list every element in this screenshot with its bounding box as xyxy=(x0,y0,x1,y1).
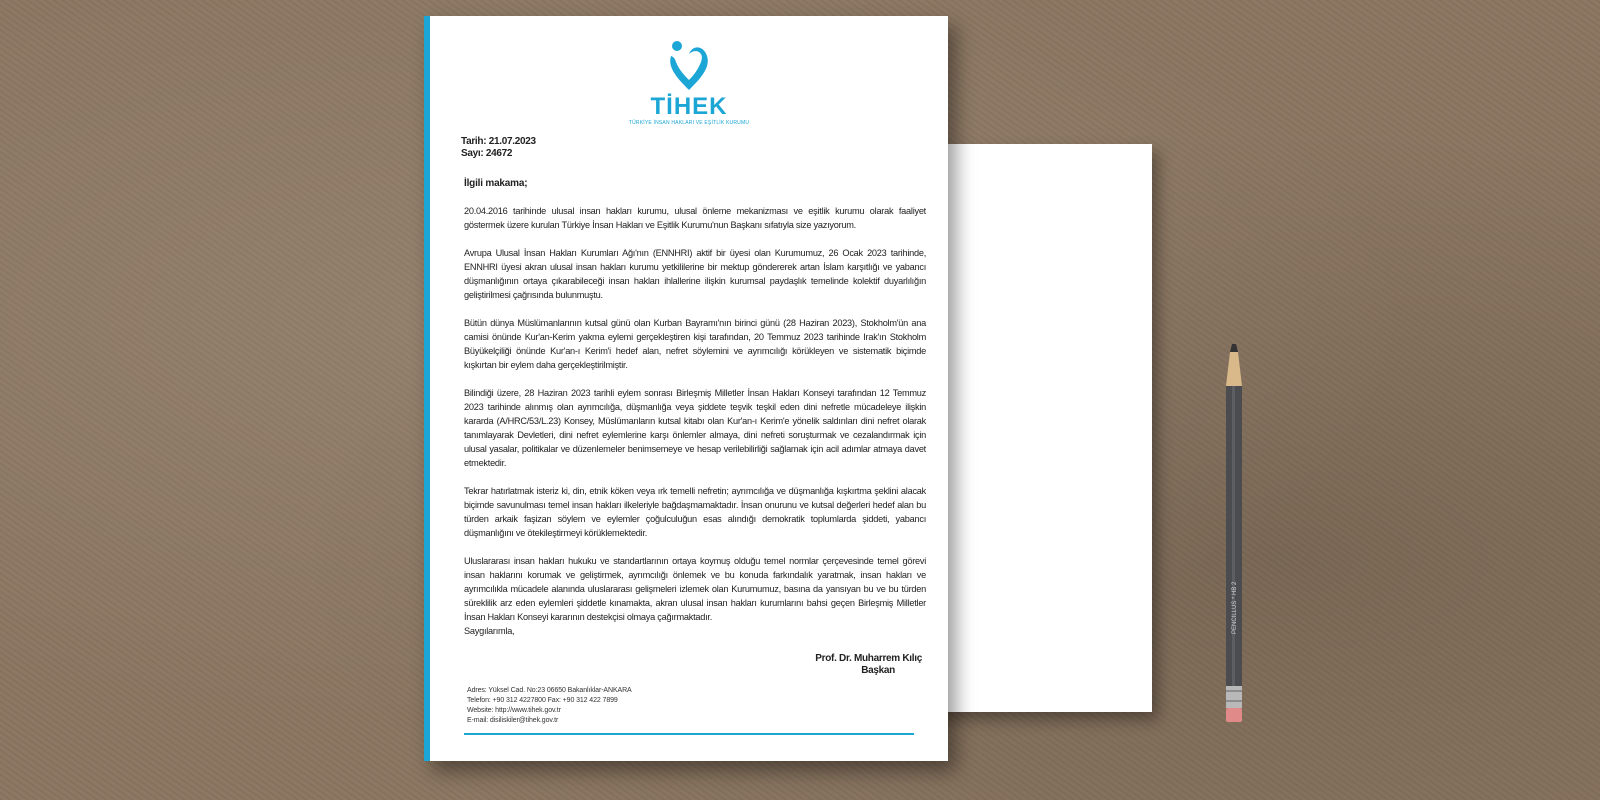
blank-back-sheet xyxy=(930,144,1152,712)
letter-footer xyxy=(467,686,632,726)
paragraph: Uluslararası insan hakları hukuku ve standartlarının ortaya koymuş olduğu temel normlar çerçevesinde temel görevi insan haklarını korumak ve geliştirmek, ayrımcılığı önlemek ve bu konuda farkındalık yaratmak, insan hakları ve ayrımcılıkla mücadele alanında uluslararası gelişmeleri izlemek olan Kurumumuz, basına da yansıyan bu ve bu türden süreklilik arz eden eylemleri şiddetle kınamakta, akran ulusal insan hakları kurumlarını bahsi geçen Birleşmiş Milletler İnsan Hakları Konseyi kararının destekçisi olmaya çağırmaktadır. xyxy=(464,556,926,622)
pencil xyxy=(1224,344,1244,724)
signatory-name: Prof. Dr. Muharrem Kılıç xyxy=(815,653,922,664)
tihek-logo xyxy=(430,38,948,126)
logo-subtitle: TÜRKİYE İNSAN HAKLARI VE EŞİTLİK KURUMU xyxy=(628,120,750,126)
footer-email: E-mail: disiliskiler@tihek.gov.tr xyxy=(467,717,559,724)
letter-body xyxy=(464,204,926,652)
paragraph: Bütün dünya Müslümanlarının kutsal günü olan Kurban Bayramı'nın birinci günü (28 Haziran 2023), Stokholm'ün ana camisi önünde Kur'an-Kerim yakma eylemi gerçekleştiren kişi tarafından, 20 Temmuz 2023 tarihinde Irak'ın Stokholm Büyükelçiliği önünde Kur'an-ı Kerim'i hedef alan, nefret söylemini ve ayrımcılığı körükleyen ve sistematik biçimde kışkırtan bir eylem daha gerçekleştirilmiştir. xyxy=(464,318,926,370)
logo-wordmark: TİHEK xyxy=(650,93,728,120)
letter-meta xyxy=(461,136,536,160)
paragraph: 20.04.2016 tarihinde ulusal insan hakları kurumu, ulusal önleme mekanizması ve eşitlik kurumu olarak faaliyet göstermek üzere kurulan Türkiye İnsan Hakları ve Eşitlik Kurumu'nun Başkanı sıfatıyla size yazıyorum. xyxy=(464,206,926,230)
heart-person-icon xyxy=(665,38,713,92)
closing: Saygılarımla, xyxy=(464,626,515,636)
signatory-title: Başkan xyxy=(861,665,895,676)
letter-page xyxy=(424,16,948,761)
footer-rule xyxy=(464,733,914,735)
footer-phone: Telefon: +90 312 4227800 Fax: +90 312 422 7899 xyxy=(467,697,618,704)
paragraph: Bilindiği üzere, 28 Haziran 2023 tarihli eylem sonrası Birleşmiş Milletler İnsan Hakları Konseyi tarafından 12 Temmuz 2023 tarihinde alınmış olan ayrımcılığa, düşmanlığa veya şiddete teşvik teşkil eden dini nefretle mücadeleye ilişkin kararda (A/HRC/53/L.23) Konsey, Müslümanların kutsal kitabı olan Kur'an-ı Kerim'e yönelik saldırıları dini nefret olarak tanımlayarak Devletleri, dini nefret eylemlerine karşı önlemler almaya, dini nefreti soruşturmak ve cezalandırmak için ulusal yasalar, politikalar ve düzenlemeler benimsemeye ve hesap verilebilirliği sağlamak için acil adımlar atmaya davet etmektedir. xyxy=(464,388,926,468)
footer-website: Website: http://www.tihek.gov.tr xyxy=(467,707,561,714)
date-line: Tarih: 21.07.2023 xyxy=(461,136,536,147)
number-line: Sayı: 24672 xyxy=(461,148,513,159)
paragraph: Avrupa Ulusal İnsan Hakları Kurumları Ağı'nın (ENNHRI) aktif bir üyesi olan Kurumumuz, 26 Ocak 2023 tarihinde, ENNHRI üyesi akran ulusal insan hakları kurumu yetkililerine bir mektup göndererek artan İslam karşıtlığı ve yabancı düşmanlığının ortaya çıkarabileceği insan hakları ihlallerine ilişkin kurumsal paydaşlık temelinde kolektif duyarlılığın geliştirilmesi çağrısında bulunmuştu. xyxy=(464,248,926,300)
paragraph: Tekrar hatırlatmak isteriz ki, din, etnik köken veya ırk temelli nefretin; ayrımcılığa ve düşmanlığa kışkırtma şeklini alacak biçimde savunulması temel insan hakları ilkeleriyle bağdaşmamaktadır. İnsan onurunu ve kutsal değerleri hedef alan bu türden arkaik faşizan söylem ve eylemler çoğulculuğun esas alındığı demokratik toplumlarda şiddeti, yabancı düşmanlığını ve ötekileştirmeyi körüklemektedir. xyxy=(464,486,926,538)
salutation: İlgili makama; xyxy=(464,178,528,189)
signature-block xyxy=(815,653,922,677)
pencil-label: PENCILLUS * HB 2 xyxy=(1232,581,1238,634)
footer-address: Adres: Yüksel Cad. No:23 06650 Bakanlıklar-ANKARA xyxy=(467,687,632,694)
